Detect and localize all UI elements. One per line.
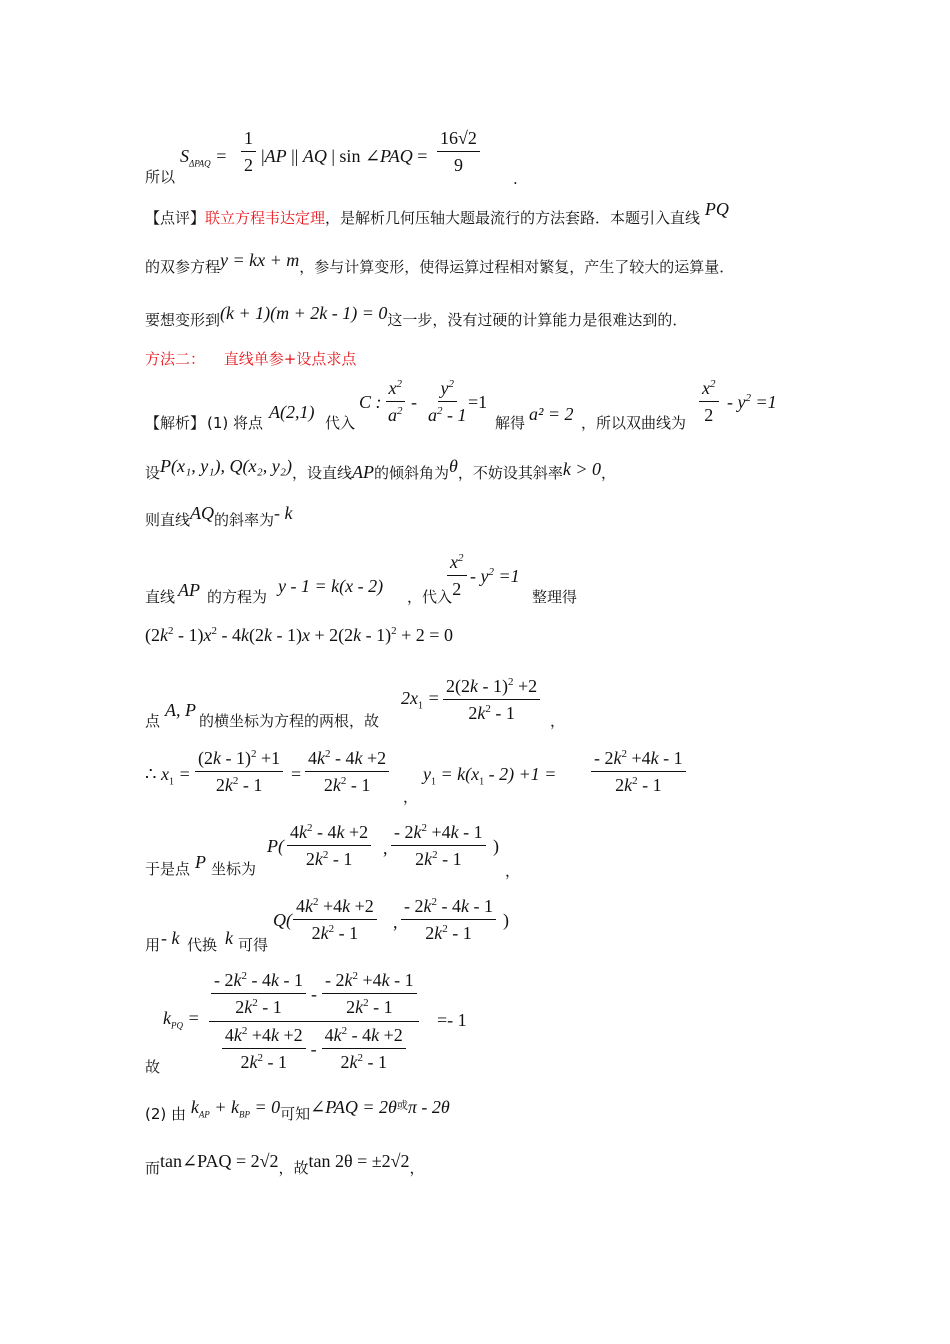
text-line: 直线 xyxy=(145,588,176,606)
math-line-eq: y = kx + m xyxy=(220,250,300,270)
math-p-open: P( xyxy=(267,836,284,856)
text-get: 可得 xyxy=(238,936,269,954)
period: . xyxy=(513,170,518,188)
math-a-squared: a² = 2 xyxy=(529,404,574,424)
comma-math: , xyxy=(383,838,388,858)
solution-text-1: (1) 将点 xyxy=(207,414,264,432)
math-ap: AP xyxy=(352,462,374,482)
solution-line-5 xyxy=(145,676,565,736)
math-point-a: A(2,1) xyxy=(269,402,315,422)
frac-half: $\frac{1}{2}$ xyxy=(241,128,256,176)
solution-line-4 xyxy=(145,548,745,608)
solution-line-6 xyxy=(145,748,685,808)
text-replace: 代换 xyxy=(187,936,218,954)
text-set-line: ，设直线 xyxy=(291,464,352,482)
therefore: ∴ xyxy=(145,764,157,784)
solution-line-2 xyxy=(145,456,617,482)
math-kap-kbp: $k_{AP} + k_{BP} = 0$ xyxy=(190,1097,281,1120)
text-dian: 点 xyxy=(145,712,161,730)
solution-line-7 xyxy=(145,822,525,882)
paren-close: ) xyxy=(493,836,499,856)
text-she: 设 xyxy=(145,464,161,482)
math-x1: $x_1$ = xyxy=(161,764,191,788)
minus-n: - xyxy=(311,983,317,1004)
text-roots: 的横坐标为方程的两根，故 xyxy=(199,712,380,730)
text-zexian: 则直线 xyxy=(145,511,191,529)
frac-result: $\frac{16√2}{9}$ xyxy=(437,128,480,176)
solution-line-10 xyxy=(145,1097,450,1126)
review-text-3a: 要想变形到 xyxy=(145,311,221,329)
method2-label: 方法二： xyxy=(145,350,206,368)
solution-line-3 xyxy=(145,503,293,529)
frac-py: $\frac{- 2k^2 +4k - 1}{2k^2 - 1}$ xyxy=(391,822,486,870)
frac-kpq-n2: $\frac{- 2k^2 +4k - 1}{2k^2 - 1}$ xyxy=(322,970,417,1018)
math-k-pos: k > 0 xyxy=(562,459,602,479)
comma-2: ， xyxy=(550,712,566,730)
text-coord: 坐标为 xyxy=(211,860,257,878)
solution-text-3: 解得 xyxy=(495,414,526,432)
solution-line-1 xyxy=(145,378,825,438)
text-gu: 故 xyxy=(145,1058,161,1076)
formula-area-body: |AP || AQ | sin ∠PAQ = xyxy=(261,146,428,166)
math-p: P xyxy=(195,852,206,872)
frac-x1-a: $\frac{(2k - 1)^2 +1}{2k^2 - 1}$ xyxy=(195,748,283,796)
hyperbola-rest: - $y^2 =1$ xyxy=(727,392,777,412)
review-line-1 xyxy=(145,199,729,227)
math-aq: AQ xyxy=(190,503,215,523)
math-a-p: A, P xyxy=(165,700,196,720)
math-2x1: $2x_1$ = xyxy=(401,688,440,712)
text-slope-is: 的斜率为 xyxy=(214,511,275,529)
solution-line-8 xyxy=(145,896,525,956)
text-gu-2: ，故 xyxy=(278,1159,309,1177)
frac-x2-2-b: $\frac{x^2}{2}$ xyxy=(447,552,467,600)
frac-x1-b: $\frac{4k^2 - 4k +2}{2k^2 - 1}$ xyxy=(305,748,389,796)
text-eq-is: 的方程为 xyxy=(207,588,268,606)
kpq-big-frac xyxy=(209,970,419,1073)
math-factor-eq: (k + 1)(m + 2k - 1) = 0 xyxy=(220,303,388,323)
text-suoyi: 所以 xyxy=(145,168,176,186)
text-sub: ，代入 xyxy=(407,588,453,606)
review-text-2a: 的双参方程 xyxy=(145,258,221,276)
math-k: k xyxy=(225,928,233,948)
hyperbola-rest-b: - $y^2 =1$ xyxy=(470,566,520,586)
solution-text-2: 代入 xyxy=(325,414,356,432)
comma: ， xyxy=(601,464,617,482)
frac-px: $\frac{4k^2 - 4k +2}{2k^2 - 1}$ xyxy=(287,822,371,870)
text-or: 或 xyxy=(396,1099,408,1112)
formula-area: $S_{\Delta PAQ}$ = xyxy=(180,146,228,169)
frac-2x1: $\frac{2(2k - 1)^2 +2}{2k^2 - 1}$ xyxy=(443,676,540,724)
review-highlight: 联立方程韦达定理 xyxy=(205,209,326,227)
text-er: 而 xyxy=(145,1159,161,1177)
eq-one: =1 xyxy=(468,392,488,412)
review-bracket: 【点评】 xyxy=(145,209,206,227)
review-line-2 xyxy=(145,250,735,276)
math-points-pq: P(x₁, y₁), Q(x₂, y₂) xyxy=(160,456,292,476)
frac-kpq-n1: $\frac{- 2k^2 - 4k - 1}{2k^2 - 1}$ xyxy=(211,970,306,1018)
text-simplify: 整理得 xyxy=(532,588,578,606)
solution-line-11 xyxy=(145,1151,425,1177)
text-part2: (2) 由 xyxy=(145,1105,187,1123)
method2-heading xyxy=(145,352,356,367)
math-neg-k: - k xyxy=(274,503,293,523)
minus-d: - xyxy=(310,1038,317,1059)
review-line-3 xyxy=(145,303,688,329)
math-curve-c: C : xyxy=(359,392,382,412)
math-y1: $y_1 = k(x_1 - 2) +1$ = xyxy=(423,764,557,788)
text-angle: 的倾斜角为 xyxy=(374,464,450,482)
math-pi-2theta: π - 2θ xyxy=(407,1097,450,1117)
math-tan-paq: tan∠PAQ = 2√2 xyxy=(160,1151,279,1171)
comma-4: ， xyxy=(505,862,521,880)
comma-3: ， xyxy=(403,788,419,806)
kpq-result: =- 1 xyxy=(437,1010,467,1030)
method2-title: 直线单参+设点求点 xyxy=(223,350,357,368)
minus: - xyxy=(411,392,417,412)
frac-kpq-d2: $\frac{4k^2 - 4k +2}{2k^2 - 1}$ xyxy=(322,1025,406,1073)
solution-bracket: 【解析】 xyxy=(145,414,206,432)
text-kezhi: 可知 xyxy=(280,1105,311,1123)
equals: = xyxy=(291,764,302,784)
math-angle-2theta: ∠PAQ = 2θ xyxy=(310,1097,397,1117)
math-theta: θ xyxy=(449,456,458,476)
solution-text-4: ，所以双曲线为 xyxy=(581,414,687,432)
math-tan-2theta: tan 2θ = ±2√2 xyxy=(308,1151,410,1171)
text-yong: 用 xyxy=(145,936,161,954)
math-ap-2: AP xyxy=(178,580,200,600)
math-q-open: Q( xyxy=(273,910,292,930)
comma-math-2: , xyxy=(393,912,398,932)
frac-x2-2: $\frac{x^2}{2}$ xyxy=(699,378,719,426)
math-neg-k-2: - k xyxy=(161,928,180,948)
frac-y2: $\frac{y^2}{a^2 - 1}$ xyxy=(428,378,467,425)
math-pq: PQ xyxy=(704,199,729,219)
solution-line-9 xyxy=(145,970,505,1080)
frac-qy: $\frac{- 2k^2 - 4k - 1}{2k^2 - 1}$ xyxy=(401,896,496,944)
math-kpq: $k_{PQ}$ = xyxy=(163,1008,200,1031)
math-ap-line: y - 1 = k(x - 2) xyxy=(278,576,384,596)
frac-kpq-d1: $\frac{4k^2 +4k +2}{2k^2 - 1}$ xyxy=(222,1025,306,1073)
text-slope: ，不妨设其斜率 xyxy=(457,464,563,482)
review-text-2b: ，参与计算变形，使得运算过程相对繁复，产生了较大的运算量． xyxy=(299,258,735,276)
quadratic-equation: $(2k^2 - 1)x^2 - 4k(2k - 1)x + 2(2k - 1)^2 + 2 = 0$ xyxy=(145,625,453,645)
review-text-1: ，是解析几何压轴大题最流行的方法套路．本题引入直线 xyxy=(325,209,701,227)
frac-y1: $\frac{- 2k^2 +4k - 1}{2k^2 - 1}$ xyxy=(591,748,686,796)
comma-5: ， xyxy=(409,1159,425,1177)
paren-close-2: ) xyxy=(503,910,509,930)
frac-x2-a2: $\frac{x^2}{a^2}$ xyxy=(385,378,406,426)
review-text-3b: 这一步，没有过硬的计算能力是很难达到的． xyxy=(387,311,688,329)
text-yushi: 于是点 xyxy=(145,860,191,878)
frac-qx: $\frac{4k^2 +4k +2}{2k^2 - 1}$ xyxy=(293,896,377,944)
